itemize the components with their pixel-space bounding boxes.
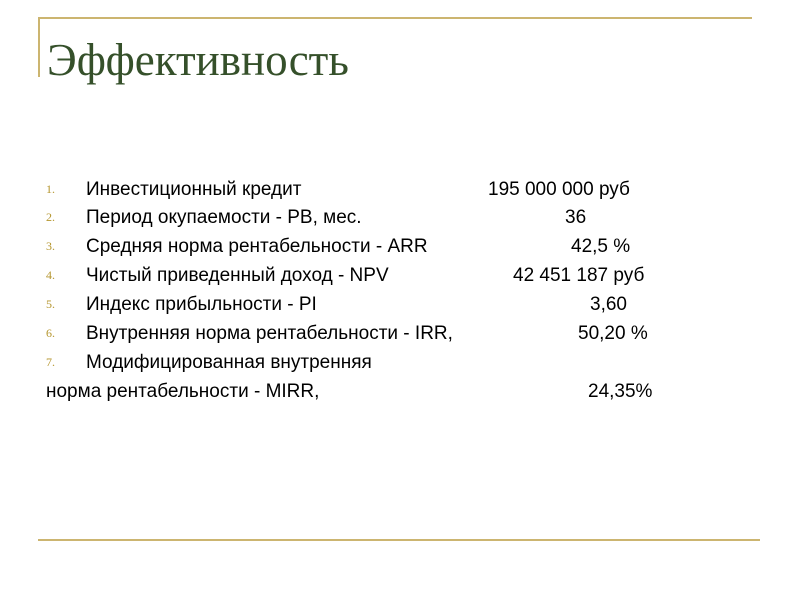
list-item xyxy=(0,262,800,290)
list-item xyxy=(0,233,800,261)
list-item xyxy=(0,291,800,319)
list-number: 4. xyxy=(46,268,55,282)
indicator-label: Индекс прибыльности - PI xyxy=(86,294,317,315)
indicator-label: норма рентабельности - MIRR, xyxy=(46,381,320,402)
left-divider xyxy=(38,17,40,77)
indicator-value: 42 451 187 руб xyxy=(513,265,645,286)
list-item xyxy=(0,349,800,377)
indicator-label: Средняя норма рентабельности - ARR xyxy=(86,236,428,257)
top-divider xyxy=(38,17,752,19)
list-number: 3. xyxy=(46,239,55,253)
list-number: 7. xyxy=(46,355,55,369)
list-item xyxy=(0,204,800,232)
indicator-value: 3,60 xyxy=(590,294,627,315)
slide-title: Эффективность xyxy=(47,35,349,85)
indicator-label: Период окупаемости - РВ, мес. xyxy=(86,207,362,228)
indicator-value: 195 000 000 руб xyxy=(488,179,630,200)
list-number: 2. xyxy=(46,210,55,224)
indicator-label: Модифицированная внутренняя xyxy=(86,352,372,373)
list-item xyxy=(0,320,800,348)
indicator-value: 50,20 % xyxy=(578,323,648,344)
list-number: 1. xyxy=(46,182,55,196)
list-item-continuation xyxy=(0,378,800,406)
bottom-divider xyxy=(38,539,760,541)
list-number: 5. xyxy=(46,297,55,311)
list-item xyxy=(0,176,800,204)
indicator-label: Чистый приведенный доход - NPV xyxy=(86,265,389,286)
indicator-label: Внутренняя норма рентабельности - IRR, xyxy=(86,323,453,344)
indicator-value: 42,5 % xyxy=(571,236,631,257)
list-number: 6. xyxy=(46,326,55,340)
indicator-value: 24,35% xyxy=(588,381,653,402)
indicator-label: Инвестиционный кредит xyxy=(86,179,302,200)
indicator-value: 36 xyxy=(565,207,587,228)
